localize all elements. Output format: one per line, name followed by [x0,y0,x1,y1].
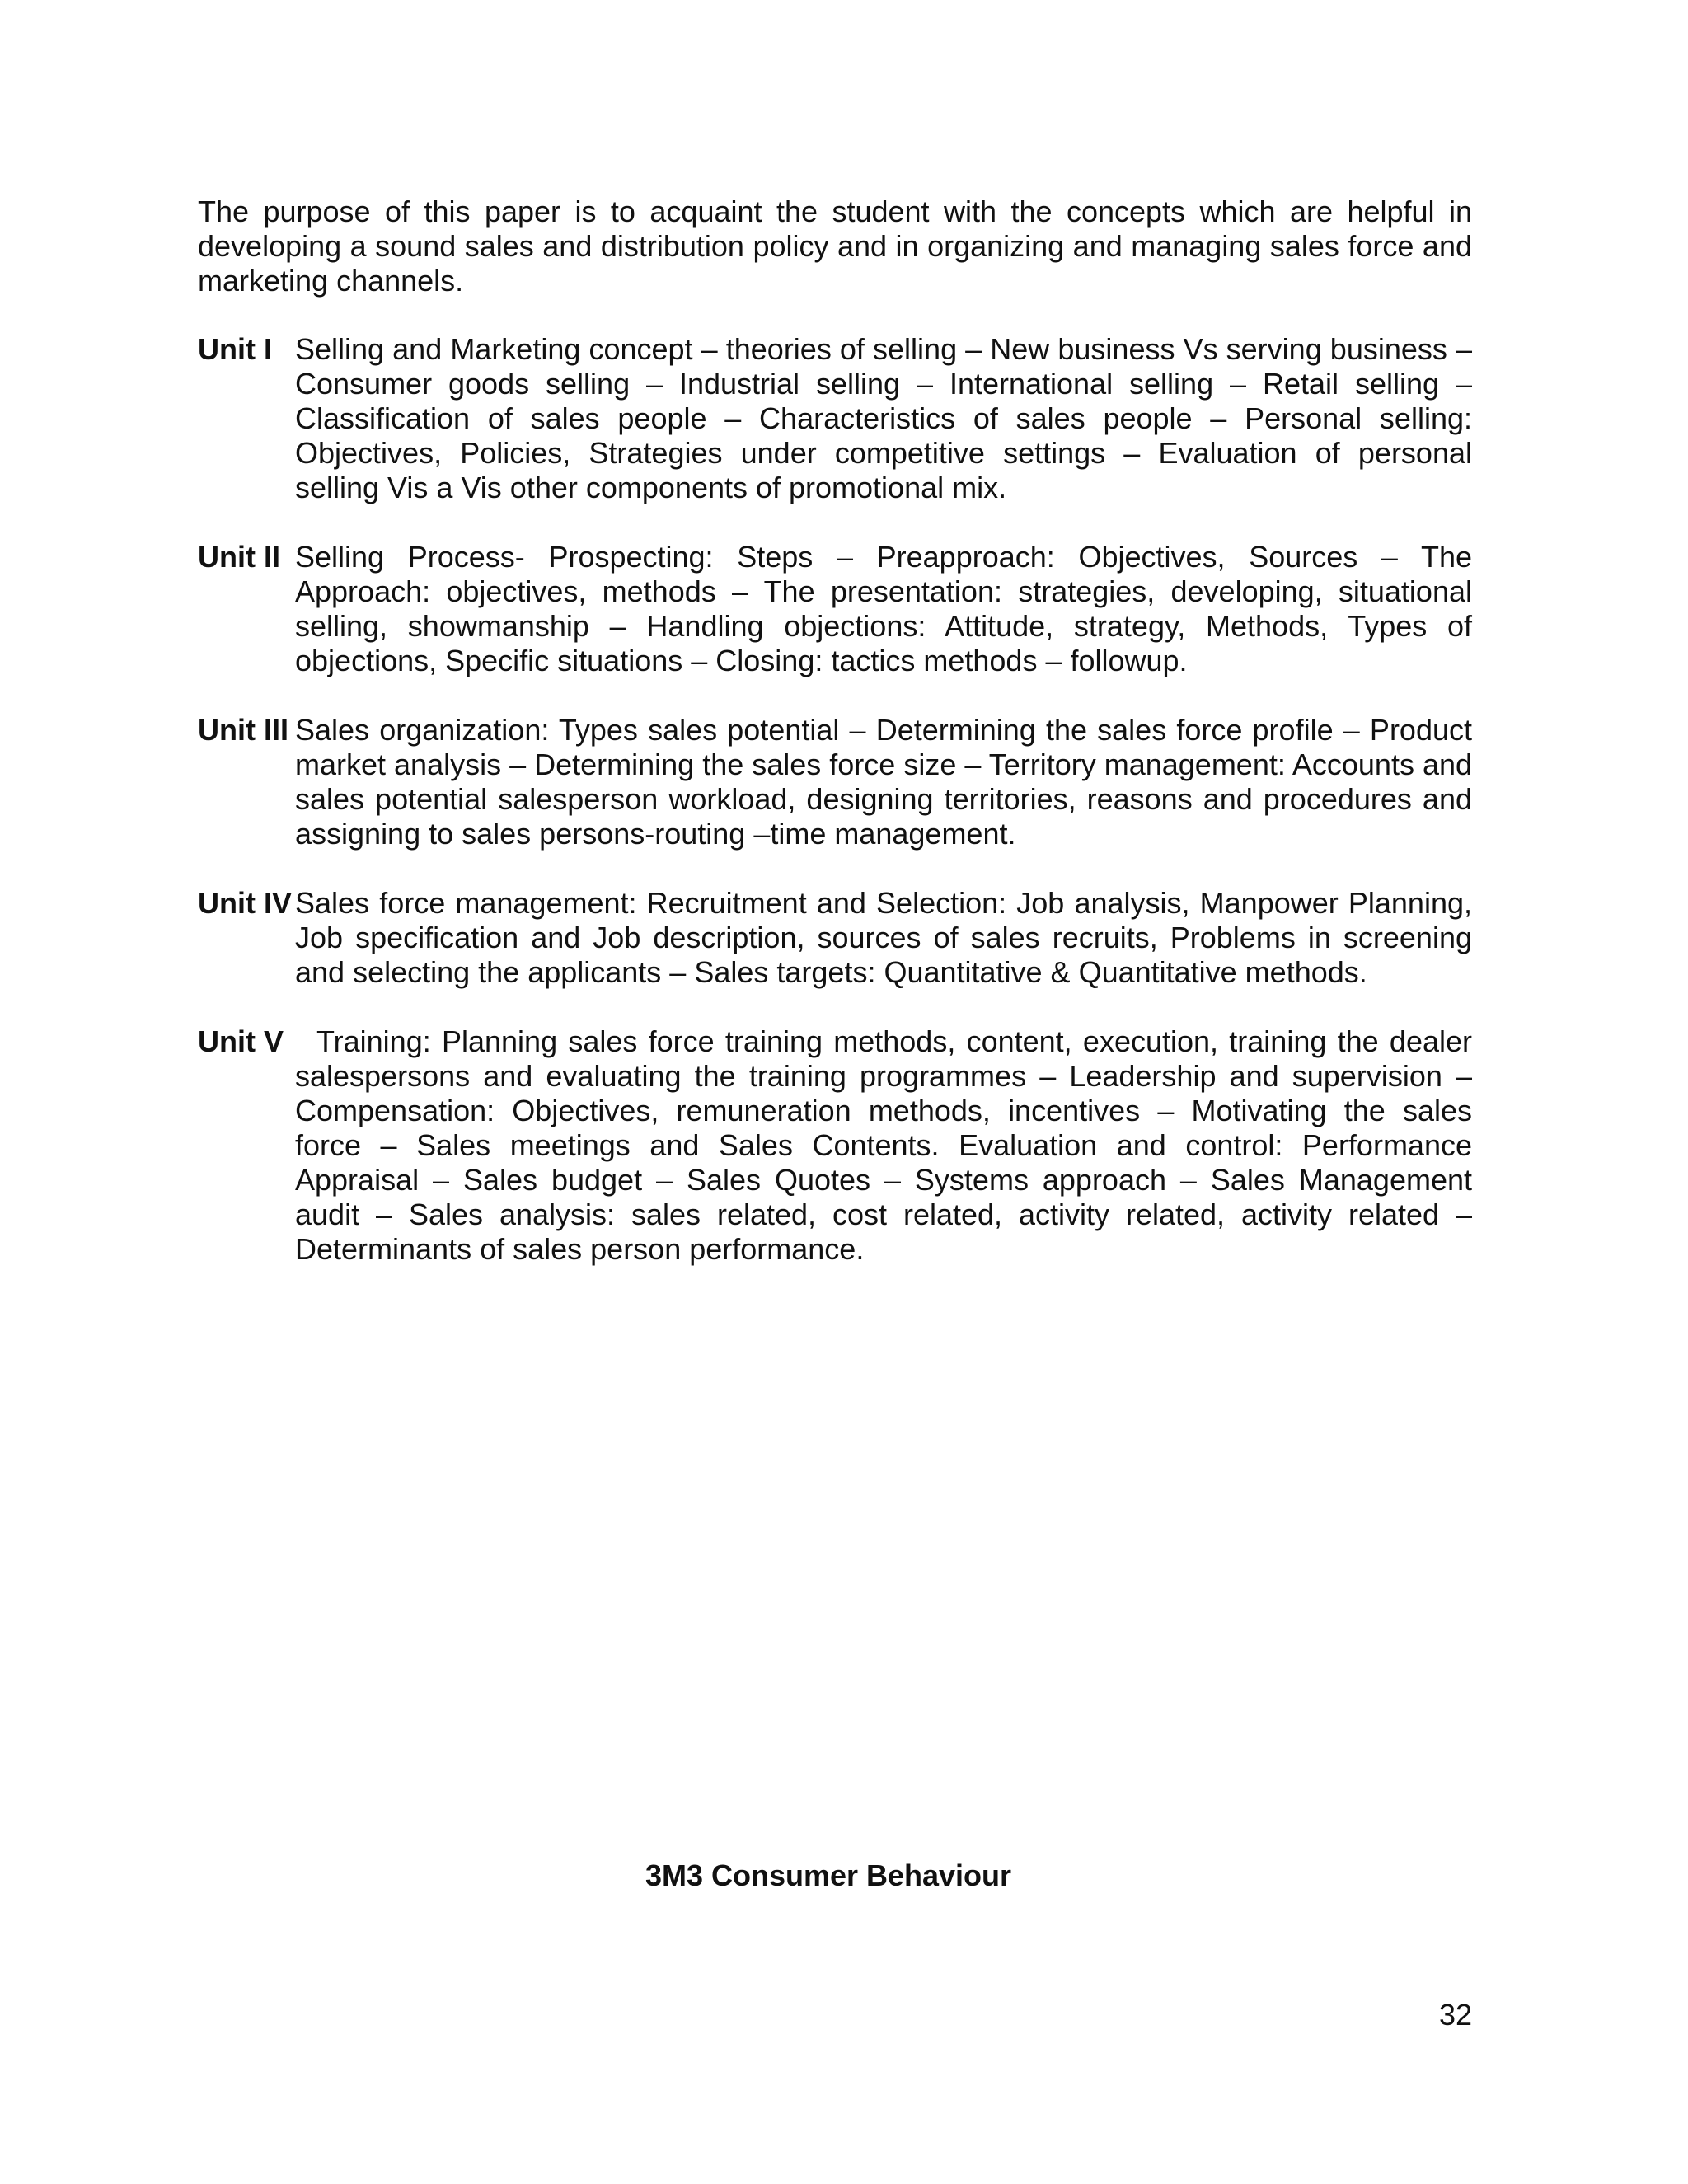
unit-1 [198,332,1472,505]
unit-4-text: Sales force management: Recruitment and Selection: Job analysis, Manpower Planning, Job specification and Job description, sources of sales recruits, Problems in screening and selecting the applicants – Sales targets: Quantitative & Quantitative methods. [295,886,1472,989]
unit-1-label: Unit I [198,332,272,366]
intro-paragraph: The purpose of this paper is to acquaint the student with the concepts which are helpful in developing a sound sales and distribution policy and in organizing and managing sales force and marketing channels. [198,194,1472,298]
unit-4-label: Unit IV [198,886,292,920]
course-title: 3M3 Consumer Behaviour [645,1858,1012,1892]
unit-4 [198,886,1472,990]
unit-2-label: Unit II [198,540,280,574]
unit-5-text: Training: Planning sales force training methods, content, execution, training the dealer salespersons and evaluating the training programmes – Leadership and supervision – Compensation: Objectives, remuneration methods, incentives – Motivating the sales force – Sales meetings and Sales Contents. Evaluation and control: Performance Appraisal – Sales budget – Sales Quotes – Systems approach – Sales Management audit – Sales analysis: sales related, cost related, activity related, activity related – Determinants of sales person performance. [295,1024,1472,1266]
unit-5 [198,1024,1472,1267]
unit-5-label: Unit V [198,1024,284,1058]
unit-2 [198,540,1472,678]
unit-3 [198,713,1472,851]
unit-2-text: Selling Process- Prospecting: Steps – Preapproach: Objectives, Sources – The Approach: objectives, methods – The presentation: strategies, developing, situational selling, showmanship – Handling objections: Attitude, strategy, Methods, Types of objections, Specific situations – Closing: tactics methods – followup. [295,540,1472,677]
unit-3-label: Unit III [198,713,288,747]
unit-1-text: Selling and Marketing concept – theories of selling – New business Vs serving business – Consumer goods selling – Industrial selling – International selling – Retail selling – Classification of sales people – Characteristics of sales people – Personal selling: Objectives, Policies, Strategies under competitive settings – Evaluation of personal selling Vis a Vis other components of promotional mix. [295,332,1472,504]
page-number: 32 [1438,1998,1472,2032]
unit-3-text: Sales organization: Types sales potential – Determining the sales force profile – Product market analysis – Determining the sales force size – Territory management: Accounts and sales potential salesperson workload, designing territories, reasons and procedures and assigning to sales persons-routing –time management. [295,713,1473,851]
